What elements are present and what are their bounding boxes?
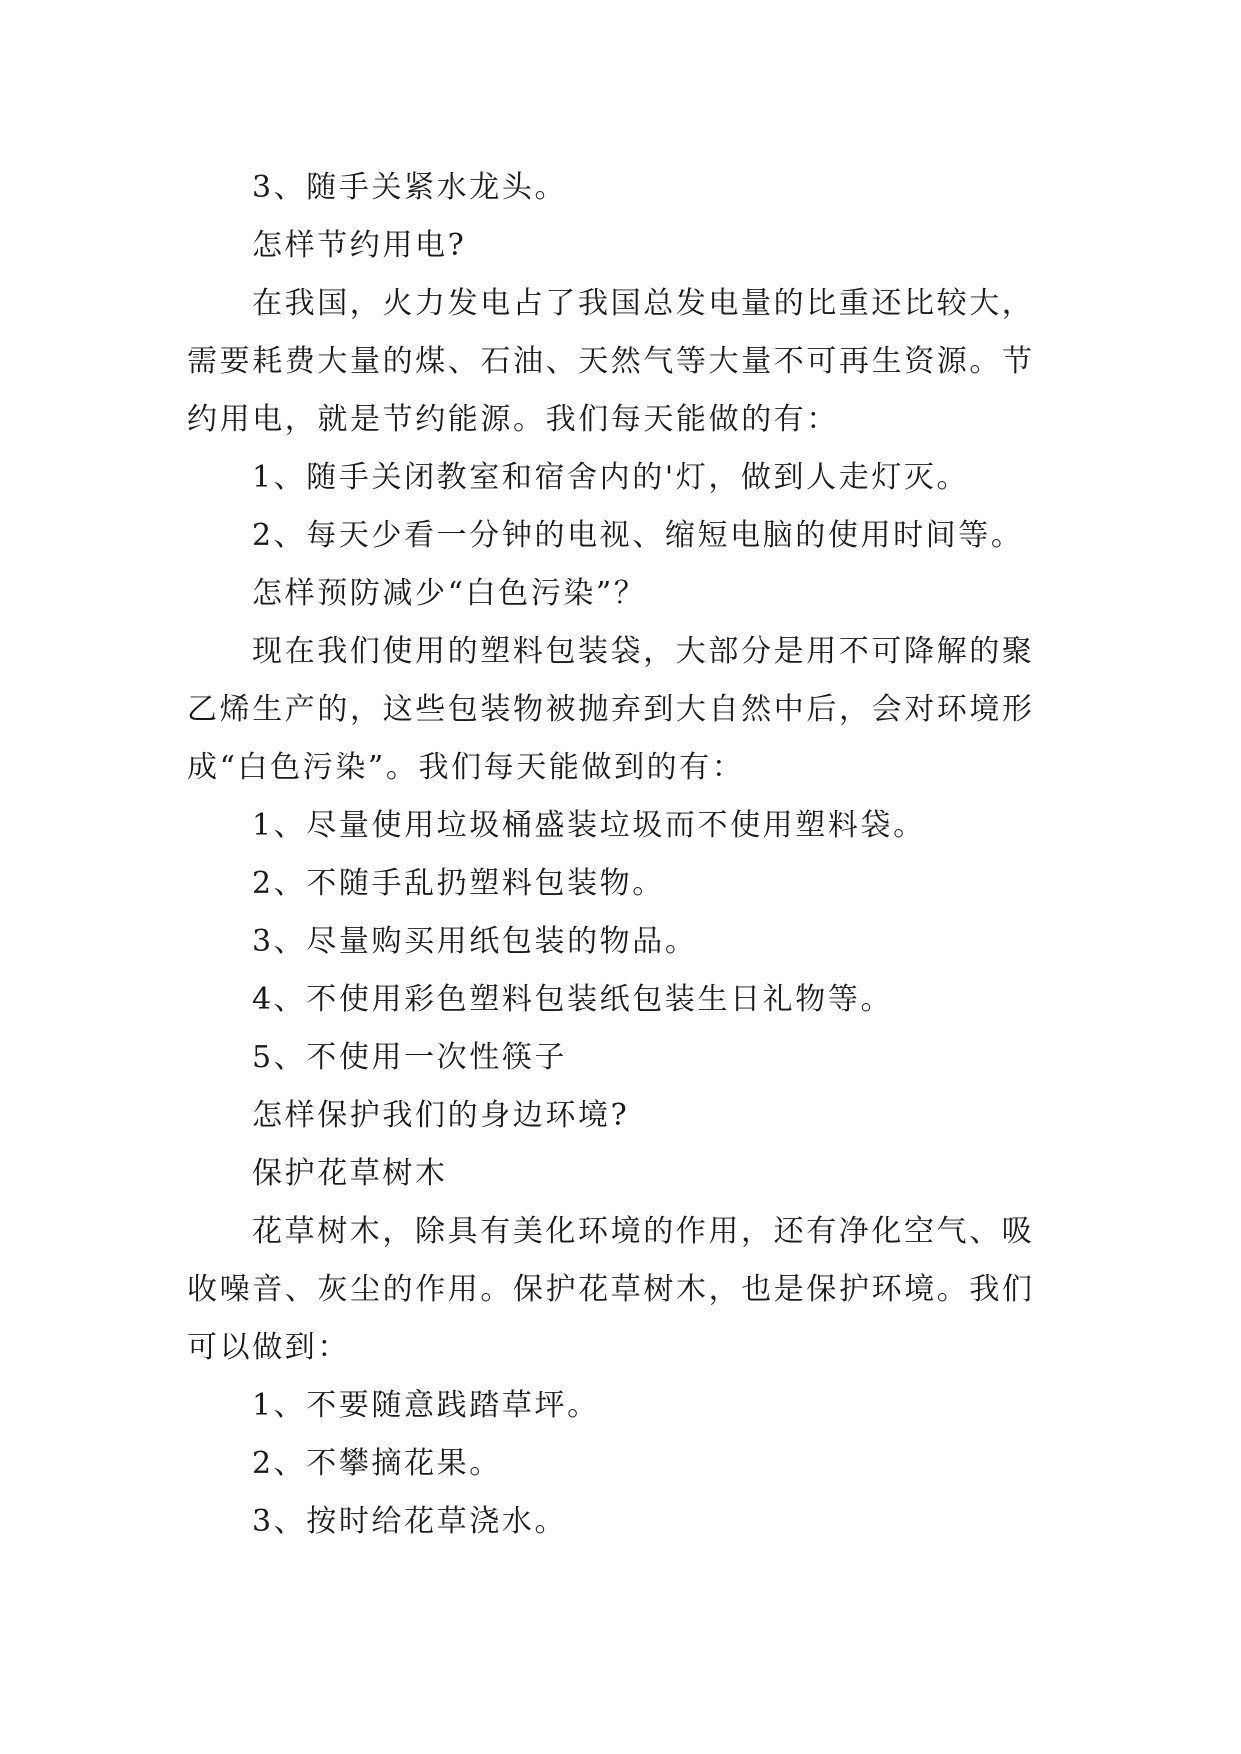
list-item: 4、不使用彩色塑料包装纸包装生日礼物等。 <box>252 982 894 1017</box>
list-item: 1、随手关闭教室和宿舍内的'灯，做到人走灯灭。 <box>252 460 970 495</box>
section-heading: 怎样预防减少“白色污染”？ <box>252 576 647 611</box>
section-heading: 怎样节约用电? <box>252 228 467 263</box>
paragraph-line: 在我国，火力发电占了我国总发电量的比重还比较大， <box>252 286 1035 321</box>
list-item: 3、随手关紧水龙头。 <box>252 170 568 205</box>
list-item: 2、每天少看一分钟的电视、缩短电脑的使用时间等。 <box>252 518 1024 553</box>
list-item: 1、不要随意践踏草坪。 <box>252 1388 600 1423</box>
list-item: 3、按时给花草浇水。 <box>252 1504 568 1539</box>
list-item: 2、不攀摘花果。 <box>252 1446 502 1481</box>
paragraph-line: 可以做到： <box>187 1330 350 1365</box>
list-item: 2、不随手乱扔塑料包装物。 <box>252 866 665 901</box>
section-heading: 保护花草树木 <box>252 1156 448 1191</box>
paragraph-line: 需要耗费大量的煤、石油、天然气等大量不可再生资源。节 <box>187 344 1035 379</box>
list-item: 5、不使用一次性筷子 <box>252 1040 568 1075</box>
paragraph-line: 花草树木，除具有美化环境的作用，还有净化空气、吸 <box>252 1214 1035 1249</box>
list-item: 3、尽量购买用纸包装的物品。 <box>252 924 698 959</box>
list-item: 1、尽量使用垃圾桶盛装垃圾而不使用塑料袋。 <box>252 808 926 843</box>
paragraph-line: 成“白色污染”。我们每天能做到的有： <box>187 750 745 785</box>
paragraph-line: 现在我们使用的塑料包装袋，大部分是用不可降解的聚 <box>252 634 1035 669</box>
paragraph-line: 约用电，就是节约能源。我们每天能做的有： <box>187 402 839 437</box>
section-heading: 怎样保护我们的身边环境? <box>252 1098 630 1133</box>
paragraph-line: 收噪音、灰尘的作用。保护花草树木，也是保护环境。我们 <box>187 1272 1035 1307</box>
paragraph-line: 乙烯生产的，这些包装物被抛弃到大自然中后，会对环境形 <box>187 692 1035 727</box>
